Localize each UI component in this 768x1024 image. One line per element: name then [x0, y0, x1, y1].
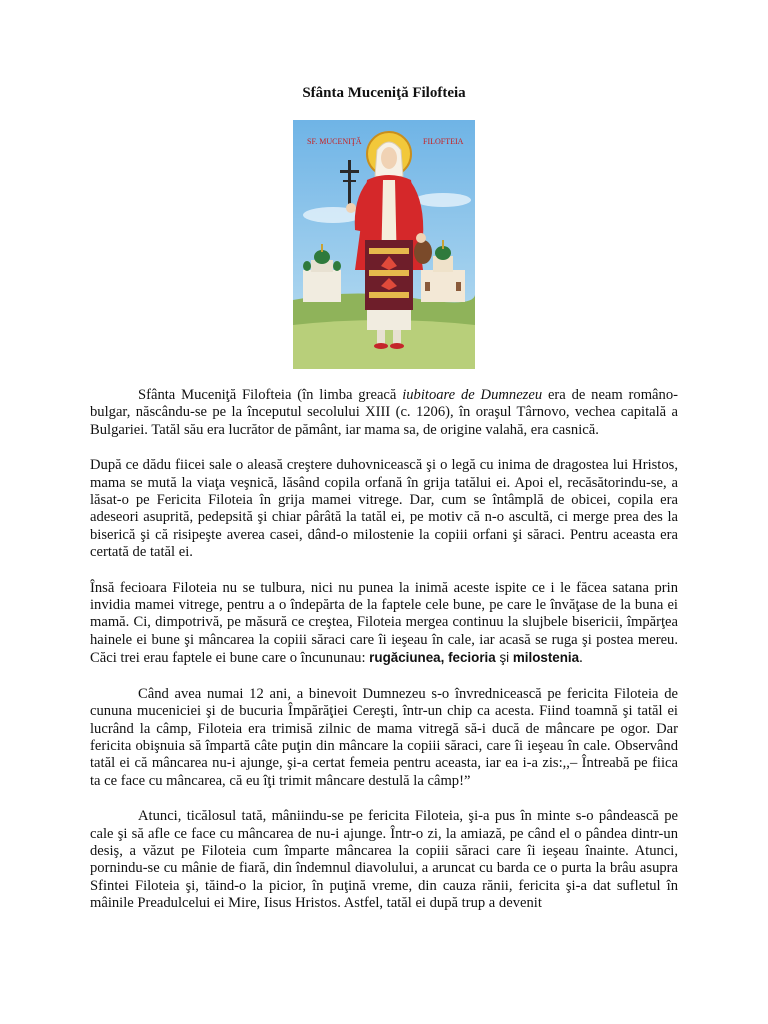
paragraph-5: Atunci, ticălosul tată, mâniindu-se pe fericita Filoteia, şi-a pus în minte s-o pândească pe cale şi să afle ce face cu mâncarea de nu-i ajunge. Într-o zi, la amiază, pe când el o pândea dintr-un desiş, a văzut pe Filoteia cum împarte mâncarea la copiii săraci care îi ieşeau înainte. Atunci, pornindu-se cu mânie de fiară, din îndemnul diavolului, a aruncat cu barda ce o purta la brâu asupra Sfintei Filoteia şi, tăind-o la picior, în puţină vreme, din cauza rănii, fericita şi-a dat sufletul în mâinile Preadulcelui ei Mire, Iisus Hristos. Astfel, tatăl ei după trup a devenit [90, 808, 678, 912]
article-body [90, 387, 678, 931]
paragraph-1: Sfânta Muceniţă Filofteia (în limba greacă iubitoare de Dumnezeu era de neam româno-bulgar, născându-se pe la începutul secolului XIII (c. 1206), în oraşul Târnovo, vechea capitală a Bulgariei. Tatăl său era lucrător de pământ, iar mama sa, de origine valahă, era casnică. [90, 387, 678, 438]
icon-label-left: SF. MUCENIŢĂ [307, 137, 362, 146]
virtue-prayer: rugăciunea [369, 650, 441, 666]
page-title: Sfânta Muceniţă Filofteia [302, 85, 466, 101]
virtue-almsgiving: milostenia [512, 650, 580, 666]
paragraph-3: Însă fecioara Filoteia nu se tulbura, nici nu punea la inimă aceste ispite ce i le făcea satana prin invidia mamei vitrege, pentru a o îndepărta de la faptele cele bune, pe care le învăţase de la buna ei mamă. Ci, dimpotrivă, pe măsură ce creştea, Filoteia mergea continuu la slujbele bisericii, împărţea hainele ei bune şi mâncarea la copiii săraci care îi ieşeau în cale, iar acasă se ruga şi postea mereu. Căci trei erau faptele ei bune care o încununau: rugăciunea, fecioria şi milostenia. [90, 579, 678, 667]
virtues-list: rugăciunea, fecioria şi milostenia [369, 650, 580, 666]
italic-term: iubitoare de Dumnezeu [402, 387, 543, 403]
virtue-virginity: fecioria [448, 650, 496, 666]
paragraph-4: Când avea numai 12 ani, a binevoit Dumnezeu s-o învrednicească pe fericita Filoteia de cununa muceniciei şi de bucuria Împărăţiei Cereşti, într-un chip ca acesta. Fiind toamnă şi tatăl ei lucrând la câmp, Filoteia era trimisă zilnic de mama vitregă să-i ducă de mâncare pe ogor. Dar fericita obişnuia să împartă câte puţin din mâncare la copiii săraci, care îi ieşeau în cale. Observând tatăl ei că mâncarea nu-i ajunge, şi-a certat femeia pentru aceasta, iar ea i-a zis:,,– Întreabă pe fiica ta ce face cu mâncarea, că eu îţi trimit mâncare destulă la câmp!” [90, 685, 678, 789]
paragraph-2: După ce dădu fiicei sale o aleasă creştere duhovnicească şi o legă cu inima de dragostea lui Hristos, mama se mută la viaţa veşnică, lăsând copila orfană în grija tatălui ei. Apoi el, recăsătorindu-se, a lăsat-o pe Fericita Filoteia în grija mamei vitrege. Dar, cum se întâmplă de obicei, copila era adeseori asuprită, pedepsită şi chiar pârâtă la tatăl ei, pe motiv că n-o ascultă, ci merge prea des la biserică şi că risipeşte averea casei, dând-o milostenie la copiii orfani şi săraci. Pentru aceasta era certată de tatăl ei. [90, 457, 678, 561]
saint-filofteia-icon [293, 120, 475, 369]
icon-label-right: FILOFTEIA [423, 137, 464, 146]
